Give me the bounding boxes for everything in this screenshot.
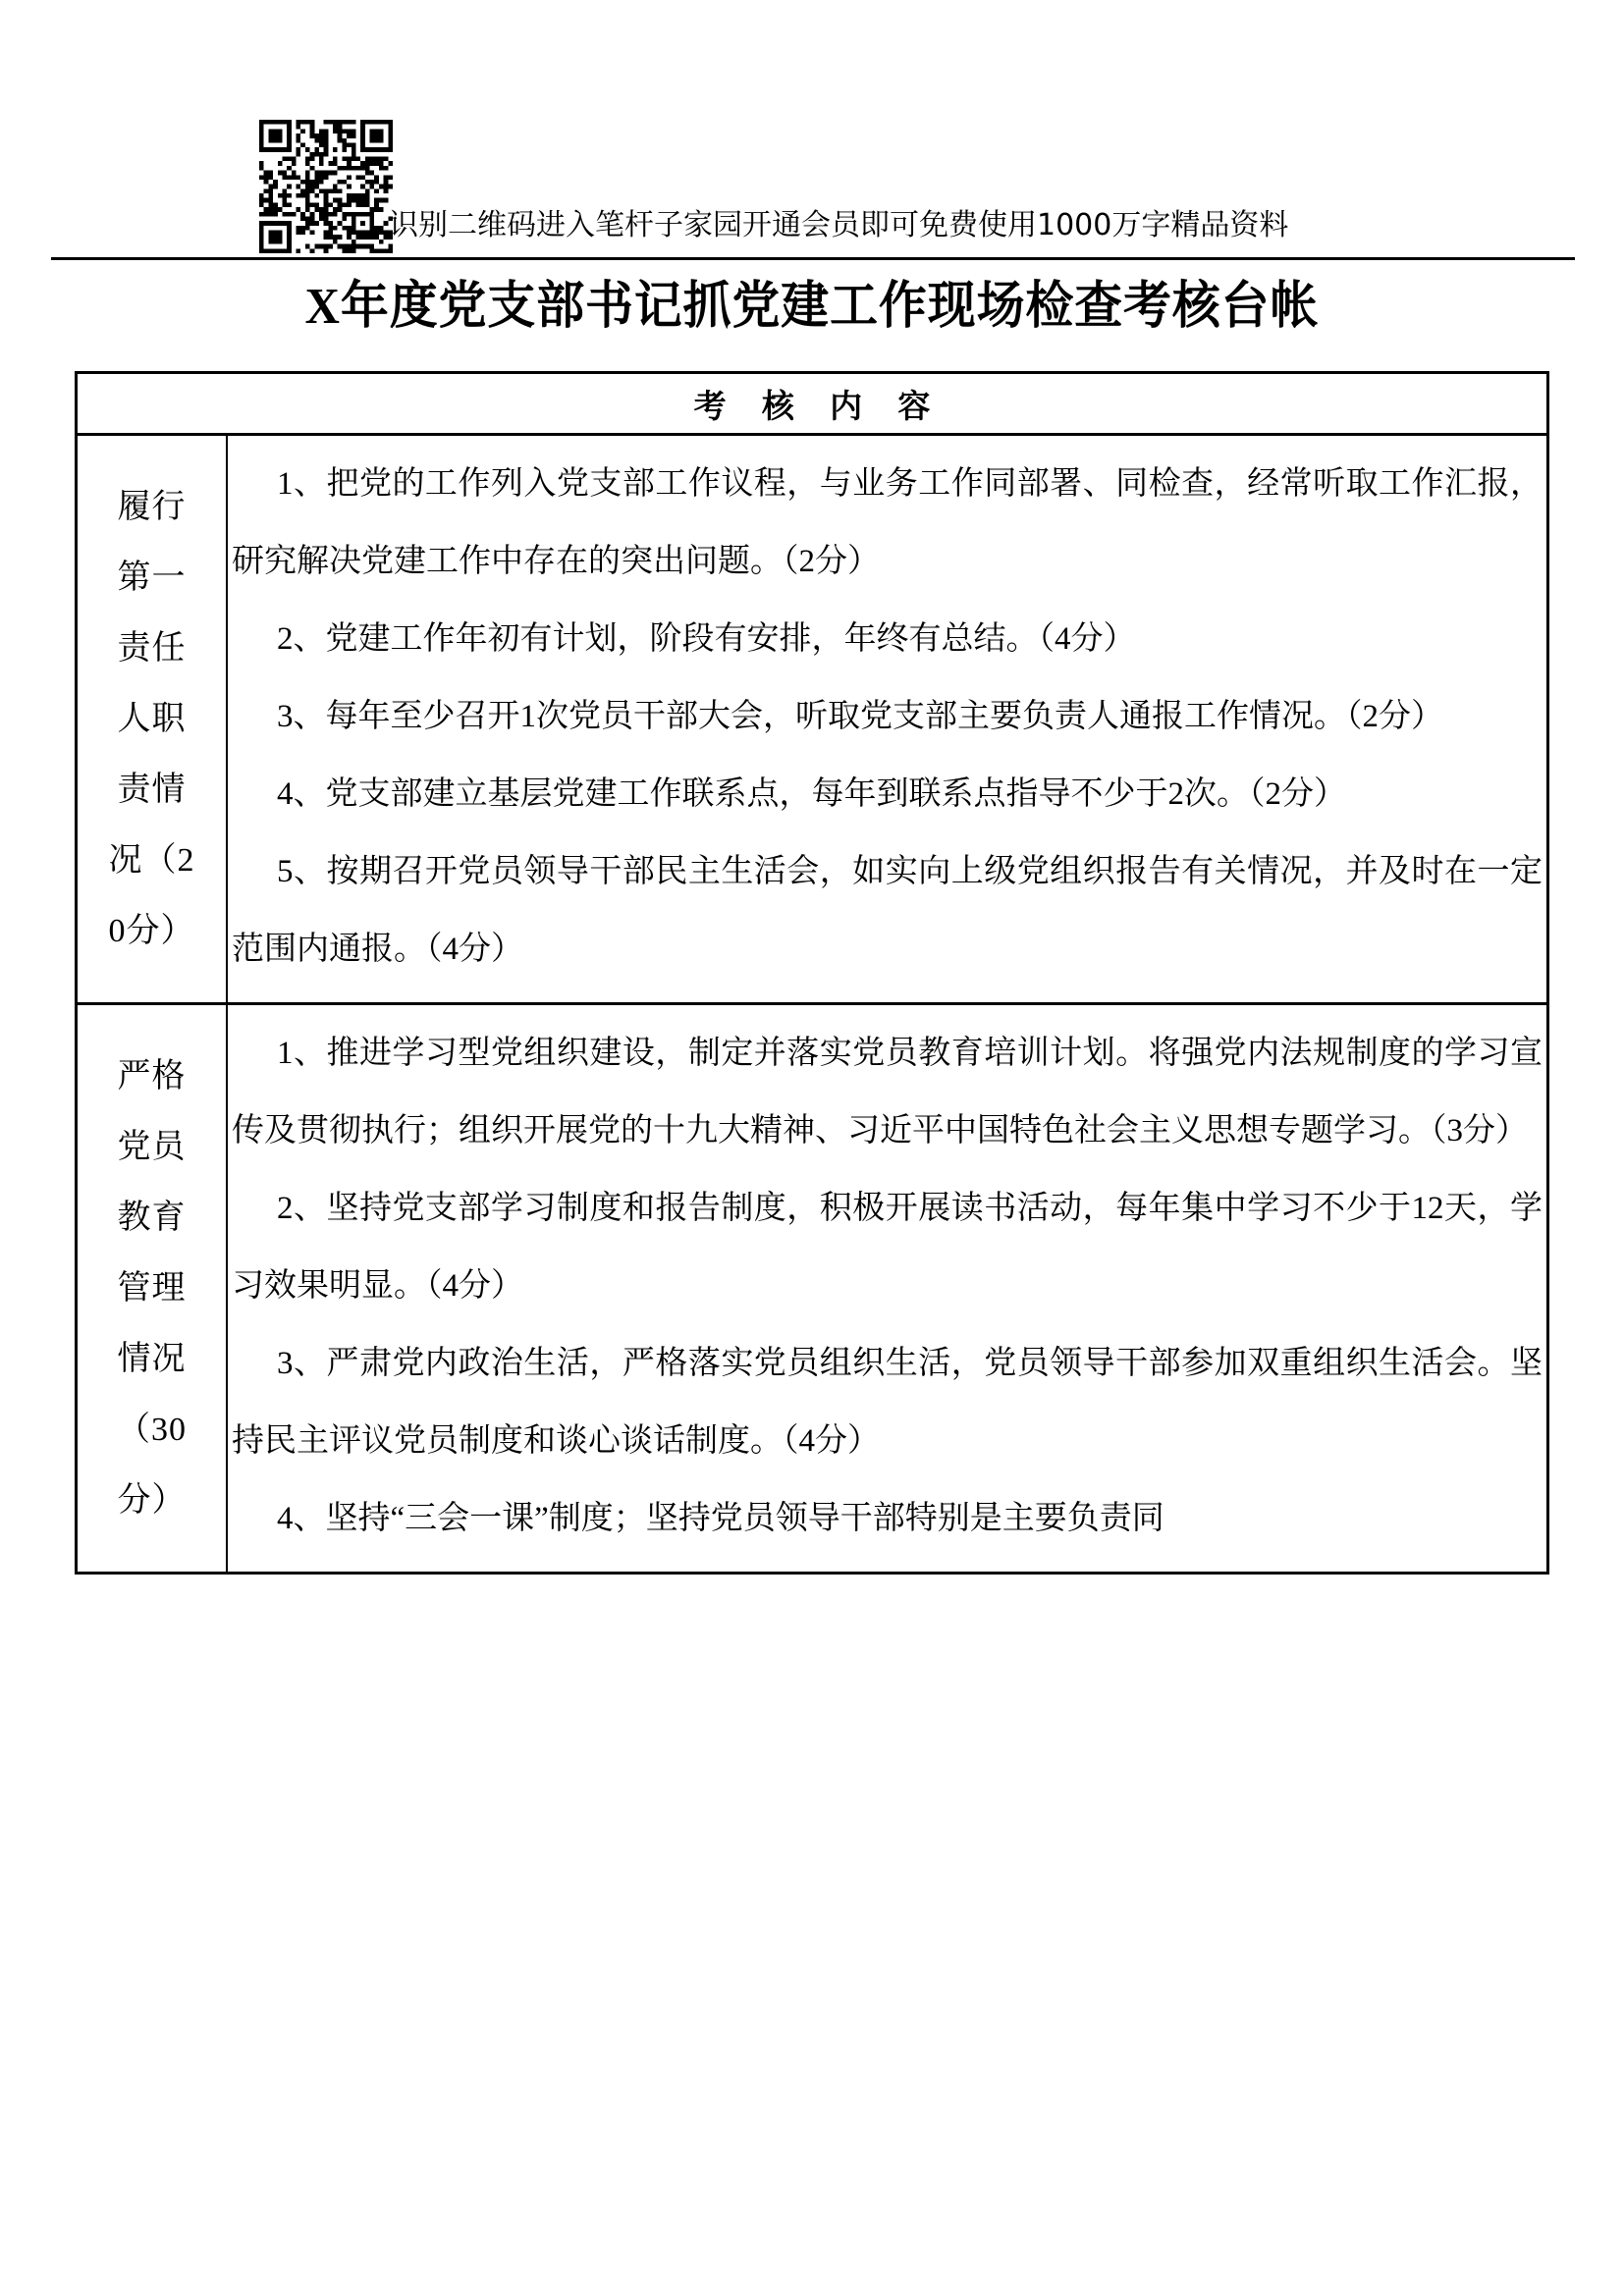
criteria-item: 2、坚持党支部学习制度和报告制度，积极开展读书活动，每年集中学习不少于12天，学习效果明显。（4分） — [232, 1191, 1543, 1304]
criteria-item: 1、推进学习型党组织建设，制定并落实党员教育培训计划。将强党内法规制度的学习宣传及贯彻执行；组织开展党的十九大精神、习近平中国特色社会主义思想专题学习。（3分） — [232, 1036, 1543, 1148]
table-header-label: 考 核 内 容 — [693, 389, 945, 425]
category-cell — [78, 1005, 228, 1572]
category-label: 履行第一责任人职责情况（20分） — [108, 488, 195, 949]
criteria-item: 4、党支部建立基层党建工作联系点，每年到联系点指导不少于2次。（2分） — [277, 776, 1346, 812]
assessment-table — [75, 371, 1549, 1575]
qr-code-icon — [259, 120, 393, 253]
criteria-item: 3、每年至少召开1次党员干部大会，听取党支部主要负责人通报工作情况。（2分） — [277, 699, 1443, 734]
criteria-cell — [228, 436, 1546, 1002]
header-divider — [51, 257, 1575, 260]
promo-text: 识别二维码进入笔杆子家园开通会员即可免费使用1000万字精品资料 — [389, 208, 1289, 242]
criteria-item: 3、严肃党内政治生活，严格落实党员组织生活，党员领导干部参加双重组织生活会。坚持民主评议党员制度和谈心谈话制度。（4分） — [232, 1346, 1543, 1459]
table-row — [78, 436, 1546, 1005]
table-header-row — [78, 374, 1546, 436]
criteria-cell — [228, 1005, 1546, 1572]
promo-banner — [0, 0, 1624, 263]
criteria-item: 2、党建工作年初有计划，阶段有安排，年终有总结。（4分） — [277, 621, 1136, 657]
category-cell — [78, 436, 228, 1002]
category-label: 严格党员教育管理情况（30分） — [117, 1057, 187, 1519]
page-title: X年度党支部书记抓党建工作现场检查考核台帐 — [304, 279, 1320, 335]
table-row — [78, 1005, 1546, 1572]
criteria-item: 5、按期召开党员领导干部民主生活会，如实向上级党组织报告有关情况，并及时在一定范围内通报。（4分） — [232, 854, 1543, 967]
criteria-item: 1、把党的工作列入党支部工作议程，与业务工作同部署、同检查，经常听取工作汇报，研究解决党建工作中存在的突出问题。（2分） — [232, 466, 1543, 579]
criteria-item: 4、坚持“三会一课”制度；坚持党员领导干部特别是主要负责同 — [277, 1501, 1164, 1536]
